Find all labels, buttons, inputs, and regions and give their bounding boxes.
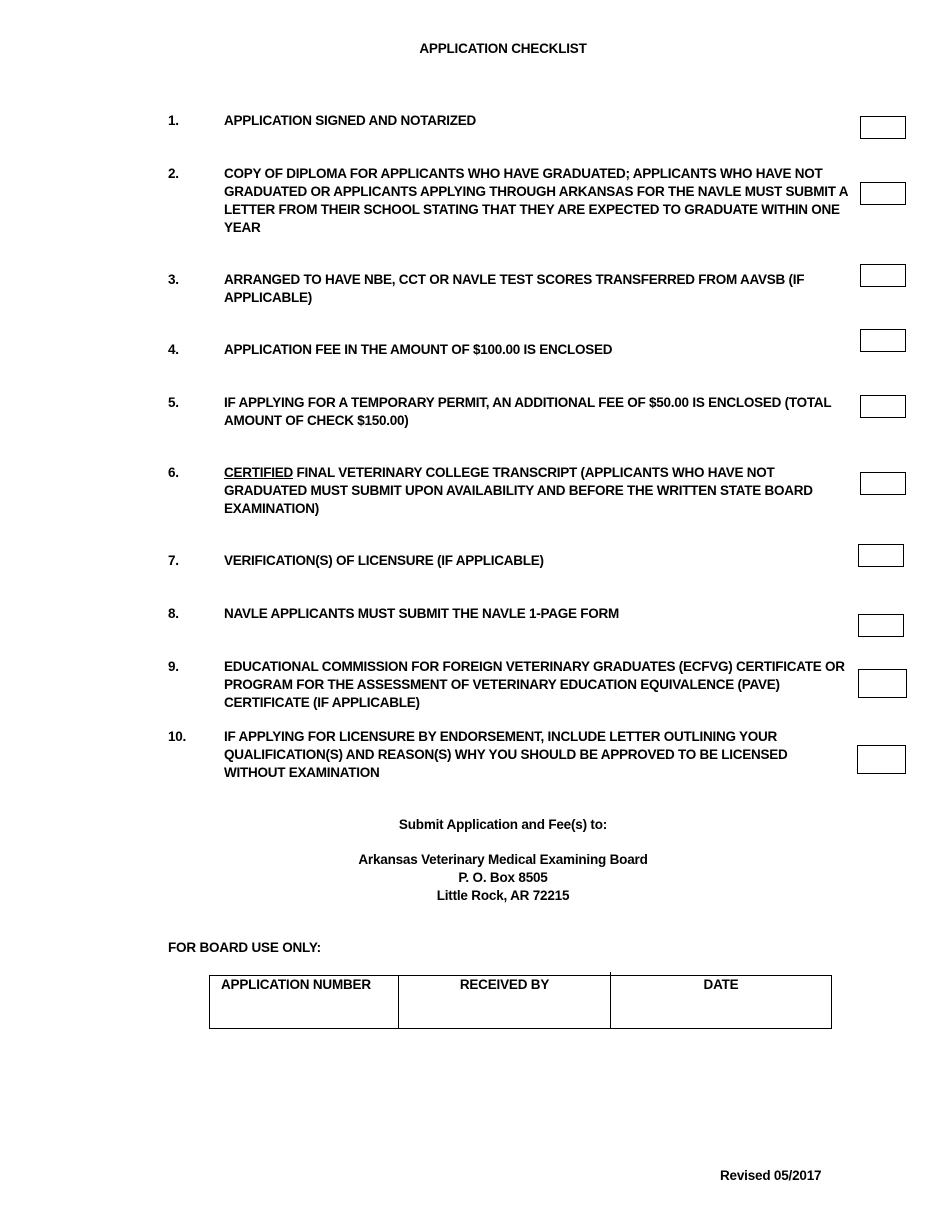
checklist-item-5 [168,394,848,430]
item-text: IF APPLYING FOR A TEMPORARY PERMIT, AN ADDITIONAL FEE OF $50.00 IS ENCLOSED (TOTAL AMOUNT OF CHECK $150.00) [224,395,832,428]
item-text: APPLICATION FEE IN THE AMOUNT OF $100.00 IS ENCLOSED [224,342,613,357]
item-number: 5. [168,395,179,410]
received-by-cell[interactable] [399,976,611,1028]
item-text: EDUCATIONAL COMMISSION FOR FOREIGN VETERINARY GRADUATES (ECFVG) CERTIFICATE OR PROGRAM FOR THE ASSESSMENT OF VETERINARY EDUCATION EQUIVALENCE (PAVE) CERTIFICATE (IF APPLICABLE) [224,659,845,710]
date-cell[interactable] [611,976,831,1028]
page-title: APPLICATION CHECKLIST [419,41,587,56]
submit-heading: Submit Application and Fee(s) to: [398,817,608,832]
checklist-item-10 [168,728,848,782]
checkbox-item-9[interactable] [858,669,907,698]
checklist-item-6 [168,464,848,518]
item-number: 8. [168,606,179,621]
item-text-rest: FINAL VETERINARY COLLEGE TRANSCRIPT (APPLICANTS WHO HAVE NOT GRADUATED MUST SUBMIT UPON AVAILABILITY AND BEFORE THE WRITTEN STATE BOARD EXAMINATION) [224,465,813,516]
revision-date: Revised 05/2017 [720,1168,822,1183]
item-text: APPLICATION SIGNED AND NOTARIZED [224,113,477,128]
item-text: ARRANGED TO HAVE NBE, CCT OR NAVLE TEST SCORES TRANSFERRED FROM AAVSB (IF APPLICABLE) [224,272,805,305]
city-state-zip: Little Rock, AR 72215 [436,888,570,903]
item-number: 3. [168,272,179,287]
application-number-header: APPLICATION NUMBER [221,977,371,992]
checkbox-item-3[interactable] [860,264,906,287]
item-number: 6. [168,465,179,480]
checkbox-item-4[interactable] [860,329,906,352]
po-box: P. O. Box 8505 [458,870,548,885]
checklist-item-2 [168,165,848,237]
item-text: VERIFICATION(S) OF LICENSURE (IF APPLICABLE) [224,553,544,568]
checkbox-item-6[interactable] [860,472,906,495]
checklist-item-3 [168,271,848,307]
item-text [224,464,848,518]
item-number: 10. [168,729,187,744]
board-name: Arkansas Veterinary Medical Examining Board [358,852,648,867]
checklist-item-1 [168,112,848,130]
item-number: 4. [168,342,179,357]
item-text: COPY OF DIPLOMA FOR APPLICANTS WHO HAVE GRADUATED; APPLICANTS WHO HAVE NOT GRADUATED OR APPLICANTS APPLYING THROUGH ARKANSAS FOR THE NAVLE MUST SUBMIT A LETTER FROM THEIR SCHOOL STATING THAT THEY ARE EXPECTED TO GRADUATE WITHIN ONE YEAR [224,166,848,235]
checkbox-item-7[interactable] [858,544,904,567]
submit-address [0,851,950,905]
date-header: DATE [703,977,739,992]
item-number: 2. [168,166,179,181]
checkbox-item-2[interactable] [860,182,906,205]
certified-underlined: CERTIFIED [224,465,294,480]
checklist-item-4 [168,341,848,359]
checkbox-item-5[interactable] [860,395,906,418]
item-number: 9. [168,659,179,674]
received-by-header: RECEIVED BY [459,977,550,992]
item-number: 7. [168,553,179,568]
item-text: NAVLE APPLICANTS MUST SUBMIT THE NAVLE 1-PAGE FORM [224,606,620,621]
checkbox-item-8[interactable] [858,614,904,637]
checkbox-item-1[interactable] [860,116,906,139]
checkbox-item-10[interactable] [857,745,906,774]
item-text: IF APPLYING FOR LICENSURE BY ENDORSEMENT, INCLUDE LETTER OUTLINING YOUR QUALIFICATION(S) AND REASON(S) WHY YOU SHOULD BE APPROVED TO BE LICENSED WITHOUT EXAMINATION [224,729,788,780]
checklist-item-7 [168,552,848,570]
item-number: 1. [168,113,179,128]
board-use-label: FOR BOARD USE ONLY: [168,940,321,955]
checklist-item-8 [168,605,848,623]
application-number-cell[interactable] [210,976,399,1028]
checklist-item-9 [168,658,848,712]
board-use-table [209,975,832,1029]
